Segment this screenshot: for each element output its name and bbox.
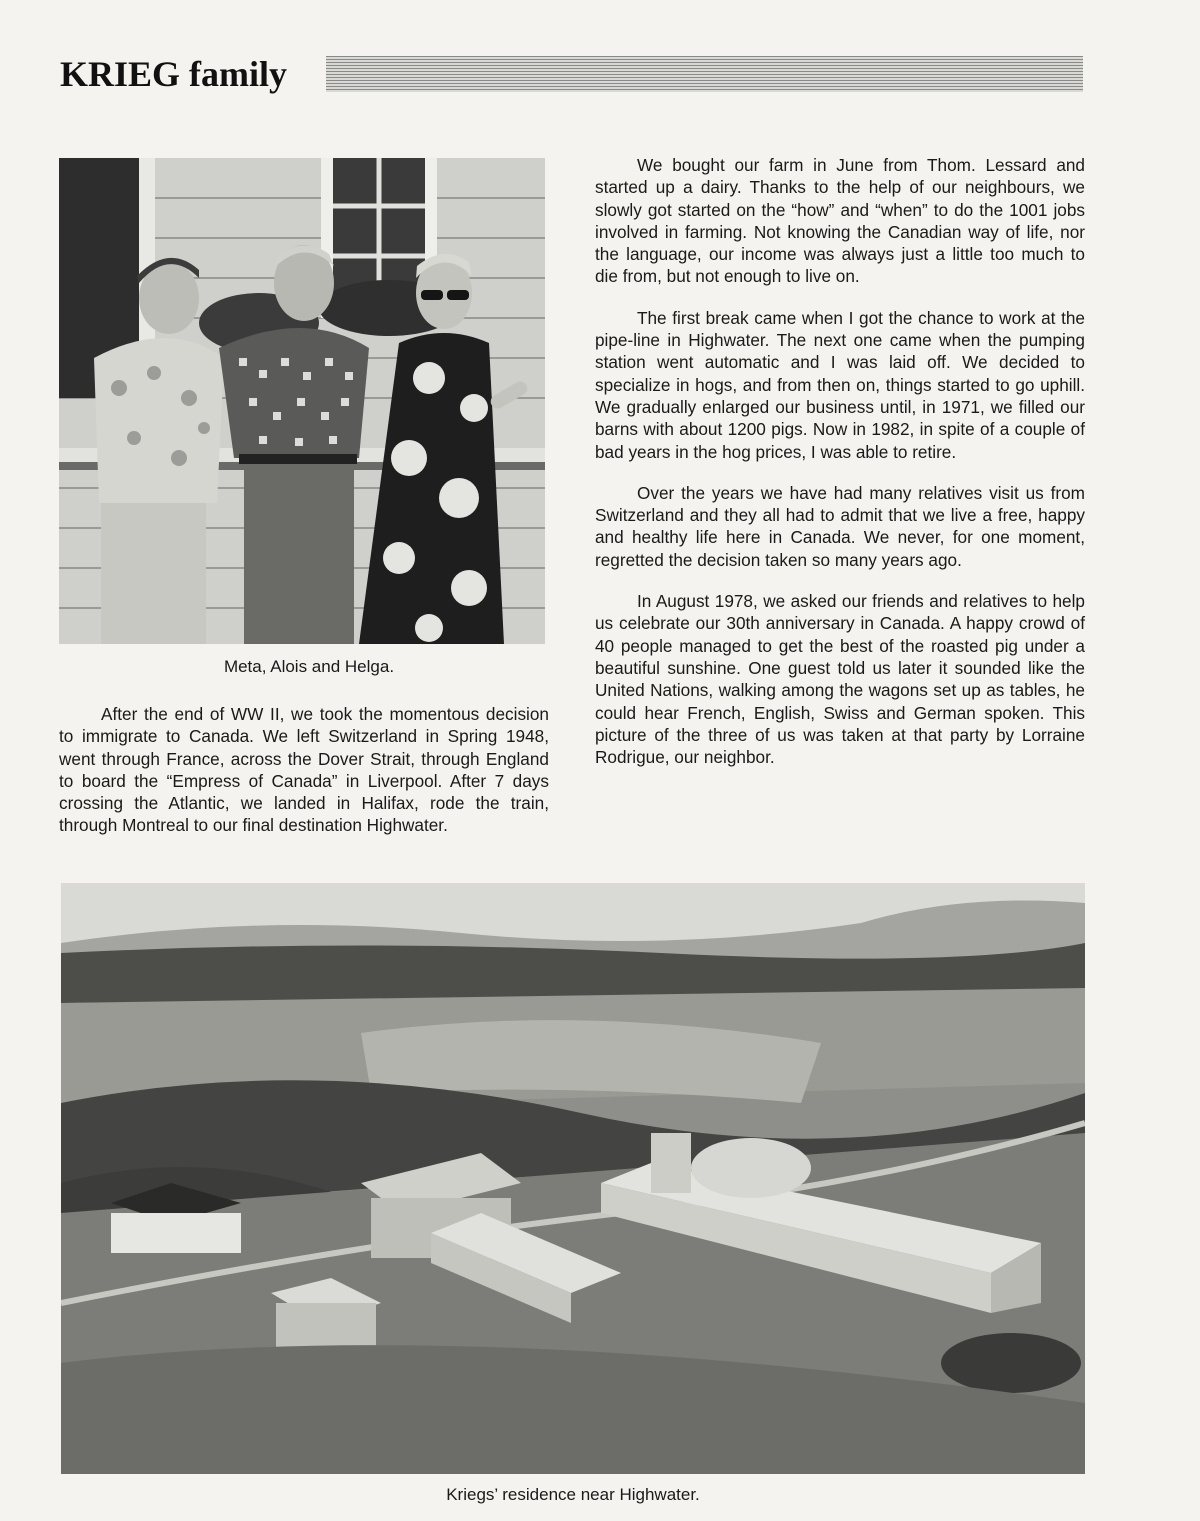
page-title: KRIEG family	[60, 54, 288, 94]
people-photo-caption: Meta, Alois and Helga.	[223, 657, 395, 676]
story-paragraph: In August 1978, we asked our friends and relatives to help us celebrate our 30th anniversary in Canada. A happy crowd of 40 people managed to get the best of the roasted pig under a beautiful sunshine. One guest told us later it sounded like the United Nations, walking among the wagons set up as tables, he could hear French, English, Swiss and German spoken. This picture of the three of us was taken at that party by Lorraine Rodrigue, our neighbor.	[595, 591, 1085, 768]
family-portrait-photo	[59, 158, 545, 644]
aerial-farm-photo	[61, 883, 1085, 1474]
farm-photo-caption: Kriegs’ residence near Highwater.	[446, 1485, 700, 1504]
story-paragraph: We bought our farm in June from Thom. Lessard and started up a dairy. Thanks to the help of our neighbours, we slowly got started on the “how” and “when” to do the 1001 jobs involved in farming. Not knowing the Canadian way of life, nor the language, our income was always just a little too much to die from, but not enough to live on.	[595, 155, 1085, 287]
left-text-column	[59, 703, 549, 856]
title-rule-decoration	[326, 56, 1083, 92]
story-paragraph: Over the years we have had many relatives visit us from Switzerland and they all had to admit that we live a free, happy and healthy life here in Canada. We never, for one moment, regretted the decision taken so many years ago.	[595, 482, 1085, 570]
story-paragraph: After the end of WW II, we took the momentous decision to immigrate to Canada. We left Switzerland in Spring 1948, went through France, across the Dover Strait, through England to board the “Empress of Canada” in Liverpool. After 7 days crossing the Atlantic, we landed in Halifax, rode the train, through Montreal to our final destination Highwater.	[59, 704, 549, 836]
story-paragraph: The first break came when I got the chance to work at the pipe-line in Highwater. The next one came when the pumping station went automatic and I was laid off. We decided to specialize in hogs, and from then on, things started to go uphill. We gradually enlarged our business until, in 1971, we filled our barns with about 1200 pigs. Now in 1982, in spite of a couple of bad years in the hog prices, I was able to retire.	[595, 307, 1085, 462]
right-text-column	[595, 154, 1085, 787]
